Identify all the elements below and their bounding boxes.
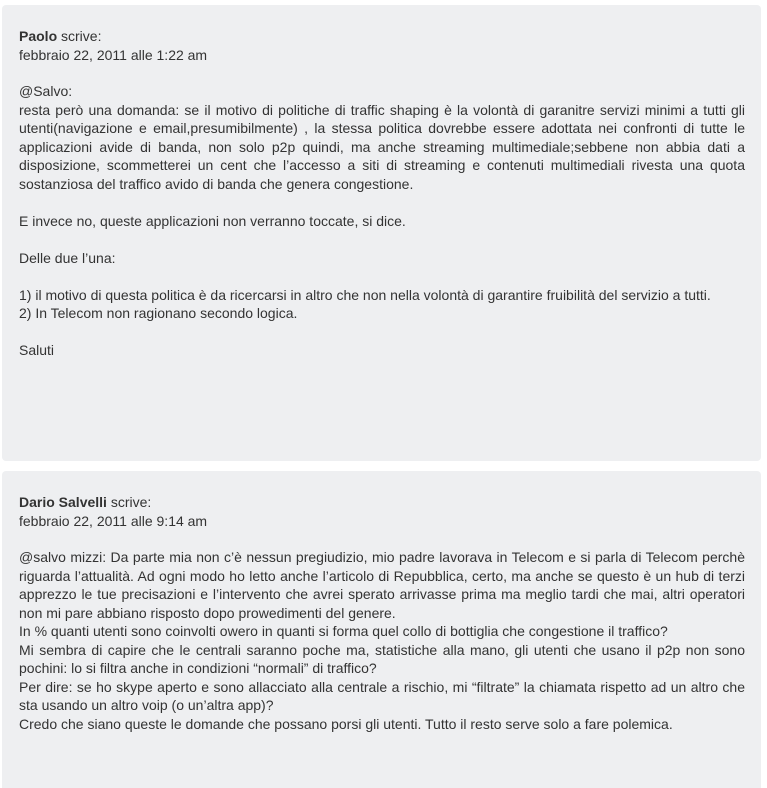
comment-paragraph: E invece no, queste applicazioni non verranno toccate, si dice. [19, 212, 406, 229]
comment-paragraph: Per dire: se ho skype aperto e sono allacciato alla centrale a rischio, mi “filtrate” la chiamata rispetto ad un altro che sta usando un altro voip (o un’altra app)? [19, 678, 745, 713]
comment-author-line [19, 493, 745, 512]
comment-paragraph: Saluti [19, 342, 55, 358]
comment-author: Paolo [19, 28, 58, 44]
comment-paragraph: 1) il motivo di questa politica è da ricercarsi in altro che non nella volontà di garantire fruibilità del servizio a tutti. 2) In Telecom non ragionano secondo logica. [19, 286, 711, 321]
comment-paragraph: Delle due l’una: [19, 249, 116, 266]
comment-paragraph: @salvo mizzi: Da parte mia non c’è nessun pregiudizio, mio padre lavorava in Telecom e si parla di Telecom perchè riguarda l’attualità. Ad ogni modo ho letto anche l’articolo di Repubblica, certo, ma anche se questo è un hub di terzi apprezzo le tue precisazioni e l’intervento che avrei sperato arrivasse prima ma meglio tardi che mai, altri operatori non mi pare abbiano risposto dopo prowedimenti del genere. [19, 549, 745, 621]
comment-body [19, 548, 745, 733]
comment-date: febbraio 22, 2011 alle 9:14 am [19, 512, 208, 529]
comment-author-line [19, 27, 745, 46]
comment-author: Dario Salvelli [19, 494, 107, 510]
comment-paragraph: @Salvo: resta però una domanda: se il motivo di politiche di traffic shaping è la volontà di garanitre servizi minimi a tutti gli utenti(navigazione e email,presumibilmente) , la stessa politica dovrebbe essere adottata nei confronti di tutte le applicazioni avide di banda, non solo p2p quindi, ma anche streaming multimediale;sebbene non abbia dati a disposizione, scommetterei un cent che l’accesso a siti di streaming e contenuti multimediali rivesta una quota sostanziosa del traffico avido di banda che genera congestione. [19, 83, 745, 192]
comment-date: febbraio 22, 2011 alle 1:22 am [19, 46, 208, 63]
comment-body [19, 82, 745, 360]
comment-paragraph: In % quanti utenti sono coinvolti owero in quanti si forma quel collo di bottiglia che congestione il traffico? [19, 623, 668, 639]
comment-writes-label: scrive: [110, 494, 152, 510]
comment-paragraph: Mi sembra di capire che le centrali saranno poche ma, statistiche alla mano, gli utenti che usano il p2p non sono pochini: lo si filtra anche in condizioni “normali” di traffico? [19, 641, 745, 676]
comment-dario-salvelli [2, 471, 761, 788]
comment-writes-label: scrive: [61, 28, 102, 44]
comment-paolo [2, 5, 761, 461]
comment-paragraph: Credo che siano queste le domande che possano porsi gli utenti. Tutto il resto serve solo a fare polemica. [19, 715, 673, 732]
